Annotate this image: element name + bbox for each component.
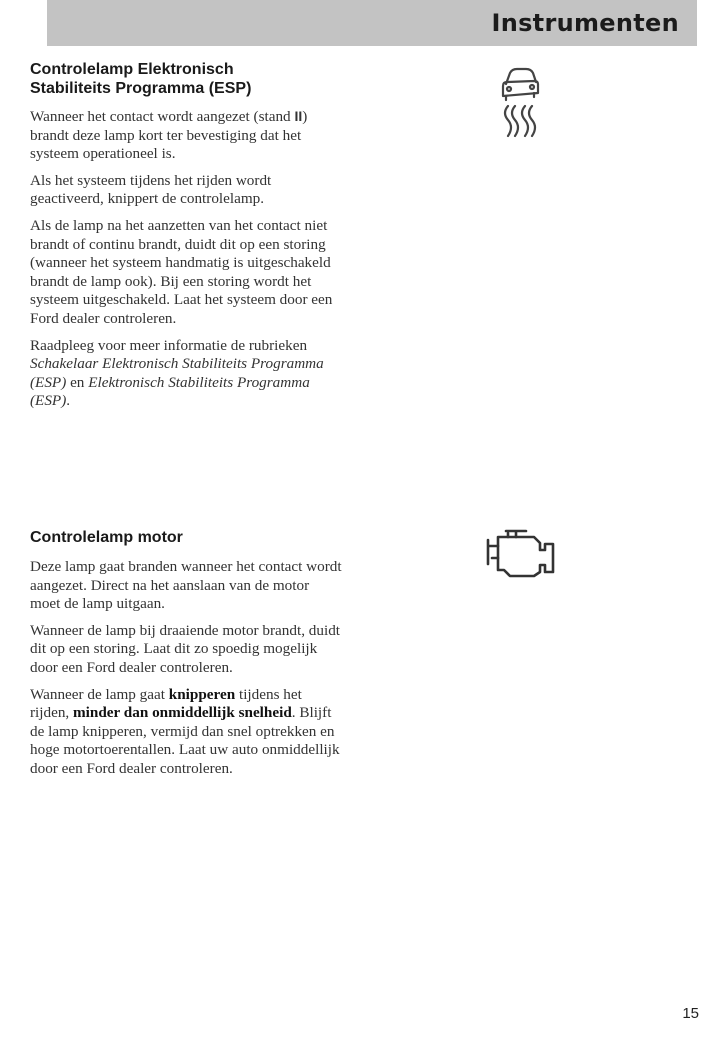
esp-p4-text-c: . bbox=[66, 392, 71, 410]
page-header bbox=[47, 0, 697, 46]
engine-paragraph-1: Deze lamp gaat branden wanneer het contact wordt aangezet. Direct na het aanslaan van de motor moet de lamp uitgaan. bbox=[30, 558, 342, 613]
esp-p4-text-a: Raadpleeg voor meer informatie de rubrieken bbox=[30, 336, 308, 354]
engine-p3-text-b: tijdens het rijden, bbox=[30, 685, 302, 722]
esp-paragraph-3: Als de lamp na het aanzetten van het contact niet brandt of continu brandt, duidt dit op een storing (wanneer het systeem handmatig is uitgeschakeld brandt de lamp ook). Bij een storing wordt het systeem uitgeschakeld. Laat het systeem door een Ford dealer controleren. bbox=[30, 216, 333, 327]
esp-reference-2: Elektronisch Stabiliteits Programma (ESP) bbox=[30, 373, 310, 410]
esp-reference-1: Schakelaar Elektronisch Stabiliteits Programma (ESP) bbox=[30, 355, 324, 391]
esp-p4-text-b: en bbox=[66, 373, 89, 391]
engine-bold-1: knipperen bbox=[168, 685, 236, 703]
esp-heading-line1: Controlelamp Elektronisch bbox=[30, 61, 234, 78]
page-number: 15 bbox=[682, 1005, 699, 1022]
esp-warning-icon bbox=[494, 60, 544, 142]
esp-paragraph-2: Als het systeem tijdens het rijden wordt geactiveerd, knippert de controlelamp. bbox=[30, 171, 272, 208]
esp-p1-text-b: ) brandt deze lamp kort ter bevestiging dat het systeem operationeel is. bbox=[30, 108, 308, 163]
esp-heading-line2: Stabiliteits Programma (ESP) bbox=[30, 80, 252, 97]
esp-section bbox=[30, 60, 342, 419]
engine-section bbox=[30, 528, 342, 787]
engine-bold-2: minder dan onmiddellijk snelheid bbox=[73, 704, 292, 722]
engine-p3-text-a: Wanneer de lamp gaat bbox=[30, 685, 169, 703]
engine-p3-text-c: . Blijft de lamp knipperen, vermijd dan snel optrekken en hoge motortoerentallen. Laat uw auto onmiddellijk door een Ford dealer controleren. bbox=[30, 704, 340, 777]
page-title: Instrumenten bbox=[491, 9, 679, 37]
esp-p1-text-a: Wanneer het contact wordt aangezet (stand bbox=[30, 108, 295, 125]
engine-paragraph-2: Wanneer de lamp bij draaiende motor brandt, duidt dit op een storing. Laat dit zo spoedig mogelijk door een Ford dealer controleren. bbox=[30, 621, 341, 676]
engine-warning-icon bbox=[484, 526, 558, 580]
esp-heading bbox=[30, 60, 342, 98]
engine-paragraph-3 bbox=[30, 686, 342, 779]
ignition-position: II bbox=[294, 108, 303, 124]
engine-heading: Controlelamp motor bbox=[30, 529, 183, 546]
esp-paragraph-1 bbox=[30, 107, 342, 164]
esp-paragraph-4 bbox=[30, 337, 342, 411]
